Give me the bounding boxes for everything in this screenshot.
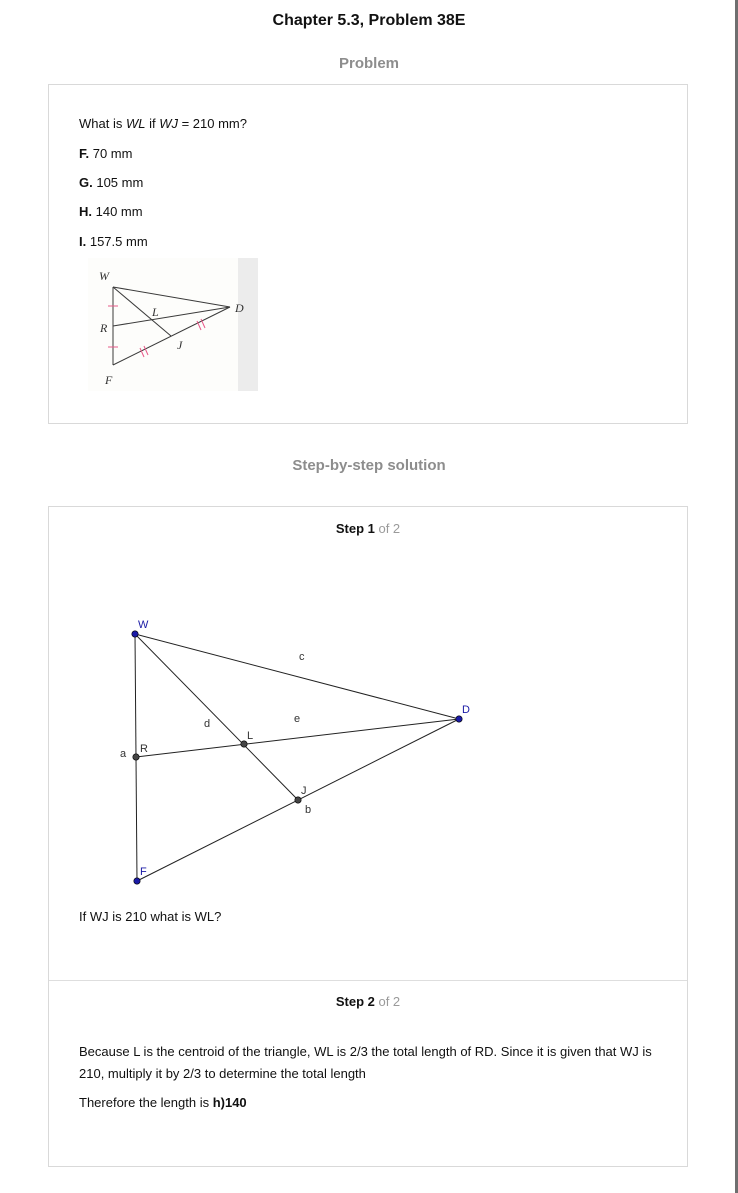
label-d-segment: d (204, 718, 211, 730)
problem-figure (88, 258, 258, 391)
label-f: F (140, 866, 147, 878)
label-c: c (299, 651, 305, 663)
step-divider (49, 980, 687, 981)
fig-label-r: R (100, 321, 108, 335)
question-text: What is WL if WJ = 210 mm? (79, 116, 247, 131)
fig-label-d: D (235, 301, 244, 315)
point-d (456, 716, 462, 722)
label-d: D (462, 704, 470, 716)
solution-section-title: Step-by-step solution (292, 457, 446, 474)
segment-d (135, 634, 301, 800)
label-l: L (247, 730, 254, 742)
label-e: e (294, 713, 301, 725)
step-1-figure (100, 610, 480, 900)
point-w (132, 631, 138, 637)
step-2-answer: Therefore the length is h)140 (79, 1095, 247, 1110)
step-2-text: Because L is the centroid of the triangle, WL is 2/3 the total length of RD. Since it is given that WJ is 210, multiply it by 2/3 to determine the total length (79, 1044, 652, 1081)
label-b: b (305, 804, 312, 816)
step-1-header: Step 1 of 2 (335, 521, 401, 536)
var-wj: WJ (159, 116, 178, 131)
fig-label-w: W (99, 269, 109, 283)
var-wl: WL (125, 116, 146, 131)
page-title: Chapter 5.3, Problem 38E (272, 12, 466, 29)
option-h: H. 140 mm (79, 204, 143, 219)
fig-label-f: F (105, 373, 113, 387)
point-j (295, 797, 301, 803)
answer-value: h)140 (212, 1095, 247, 1110)
option-g: G. 105 mm (79, 175, 144, 190)
option-i: I. 157.5 mm (79, 234, 148, 249)
label-a: a (120, 748, 127, 760)
point-f (134, 878, 140, 884)
figure-scan-edge (238, 258, 258, 391)
step-2-header: Step 2 of 2 (335, 994, 401, 1009)
label-r: R (140, 743, 148, 755)
option-f: F. 70 mm (79, 146, 133, 161)
label-w: W (138, 619, 149, 631)
fig-label-l: L (152, 305, 159, 319)
segment-c (135, 634, 459, 719)
step-1-text: If WJ is 210 what is WL? (79, 909, 222, 924)
label-j: J (301, 785, 307, 797)
problem-section-title: Problem (338, 55, 399, 72)
point-r (133, 754, 139, 760)
fig-label-j: J (177, 338, 183, 352)
